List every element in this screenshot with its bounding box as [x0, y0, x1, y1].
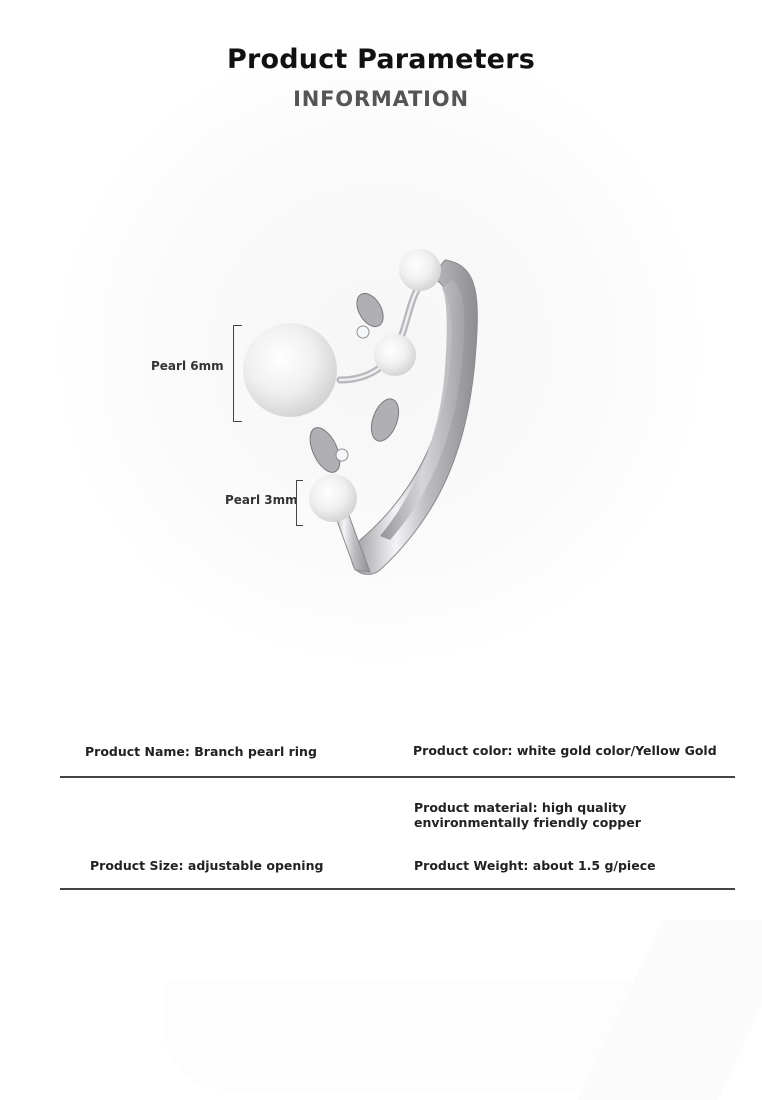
pearl-3mm-label: Pearl 3mm — [225, 493, 298, 507]
product-material: Product material: high quality environmentally friendly copper — [414, 800, 641, 830]
pearl-6mm-label: Pearl 6mm — [151, 359, 224, 373]
background-shadow — [165, 980, 635, 1090]
product-image — [230, 240, 510, 580]
product-name: Product Name: Branch pearl ring — [85, 744, 317, 759]
ring-illustration — [230, 240, 510, 580]
page-title: Product Parameters — [227, 44, 535, 75]
product-size: Product Size: adjustable opening — [90, 858, 324, 873]
product-weight: Product Weight: about 1.5 g/piece — [414, 858, 656, 873]
product-color: Product color: white gold color/Yellow Gold — [413, 743, 717, 758]
divider — [60, 776, 735, 778]
page-subtitle: INFORMATION — [293, 87, 469, 111]
divider — [60, 888, 735, 890]
